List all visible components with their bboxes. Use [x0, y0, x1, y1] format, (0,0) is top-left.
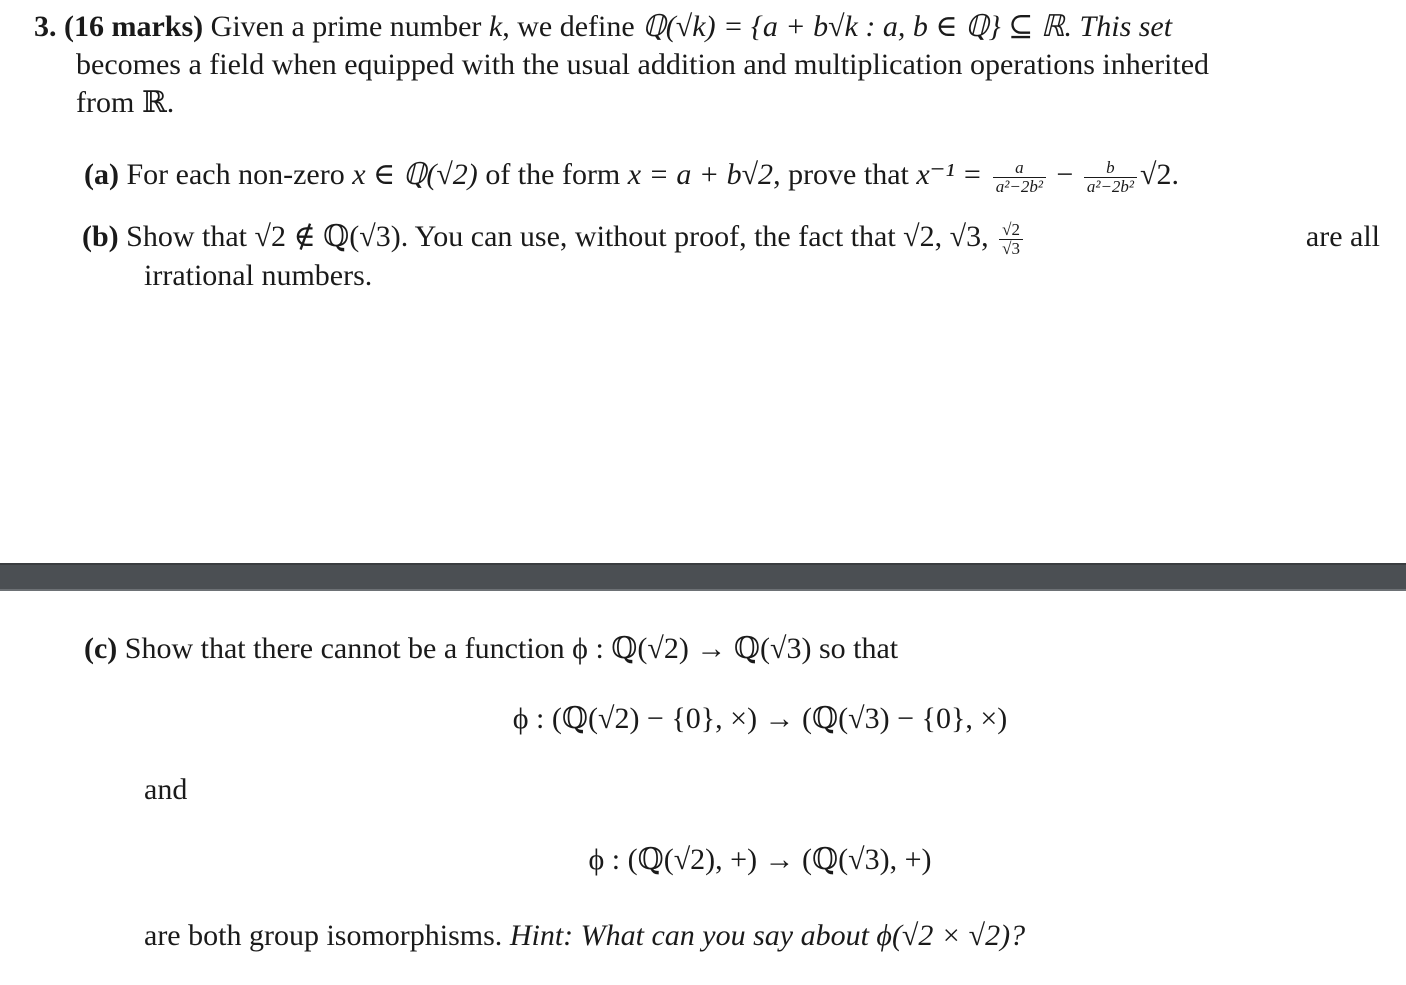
- question-intro-line-3: from ℝ.: [76, 86, 175, 119]
- part-c-final: [144, 917, 1025, 955]
- part-b-frac-numerator: √2: [999, 221, 1023, 240]
- intro-field-def: ℚ(√k): [642, 10, 716, 43]
- part-a-text-before: For each non-zero: [126, 158, 345, 191]
- part-c-final-text: are both group isomorphisms.: [144, 919, 503, 952]
- part-a-minus: −: [1056, 158, 1074, 191]
- part-a-end: √2.: [1140, 158, 1179, 191]
- part-a: [84, 156, 1179, 196]
- part-b-label: (b): [82, 220, 119, 253]
- intro-k: k: [488, 10, 503, 43]
- part-a-math-2: x = a + b√2: [627, 158, 774, 191]
- part-a-text-mid: of the form: [485, 158, 621, 191]
- question-number: 3.: [34, 10, 57, 43]
- frac-2-denominator: a²−2b²: [1086, 176, 1135, 196]
- question-intro-line-2: becomes a field when equipped with the usual addition and multiplication operations inherited: [76, 48, 1210, 81]
- part-c-display-2: ϕ : (ℚ(√2), +) → (ℚ(√3), +): [588, 843, 932, 876]
- part-b-frac-denominator: √3: [1002, 238, 1020, 258]
- part-a-fraction-1: [993, 159, 1046, 196]
- part-c-text: Show that there cannot be a function ϕ : ℚ(√2) → ℚ(√3) so that: [124, 632, 899, 665]
- part-a-label: (a): [84, 158, 119, 191]
- frac-2-numerator: b: [1084, 159, 1137, 178]
- intro-text: Given a prime number: [210, 10, 482, 43]
- frac-1-numerator: a: [993, 159, 1046, 178]
- part-a-math-3: x⁻¹ =: [916, 158, 983, 191]
- part-c-display-1: ϕ : (ℚ(√2) − {0}, ×) → (ℚ(√3) − {0}, ×): [512, 702, 1008, 735]
- intro-define: , we define: [502, 10, 635, 43]
- part-b-line-end: are all: [1305, 220, 1380, 253]
- part-a-fraction-2: [1084, 159, 1137, 196]
- page-divider: [0, 563, 1406, 591]
- part-a-text-after: , prove that: [773, 158, 909, 191]
- question-marks: (16 marks): [64, 10, 204, 43]
- intro-set: = {a + b√k : a, b ∈ ℚ} ⊆ ℝ. This set: [723, 10, 1173, 43]
- part-b-line-2: irrational numbers.: [144, 259, 373, 292]
- part-c-and: and: [144, 773, 188, 806]
- part-c-label: (c): [84, 632, 118, 665]
- question-intro-line-1: [34, 8, 1379, 46]
- part-c-hint: Hint: What can you say about ϕ(√2 × √2)?: [509, 919, 1026, 952]
- part-c-line-1: [84, 630, 898, 668]
- part-b-text: Show that √2 ∉ ℚ(√3). You can use, without proof, the fact that √2, √3,: [126, 220, 989, 253]
- part-a-math-1: x ∈ ℚ(√2): [352, 158, 478, 191]
- frac-1-denominator: a²−2b²: [995, 176, 1043, 196]
- part-b-fraction: [999, 221, 1023, 258]
- part-b-line-1: [82, 218, 1380, 258]
